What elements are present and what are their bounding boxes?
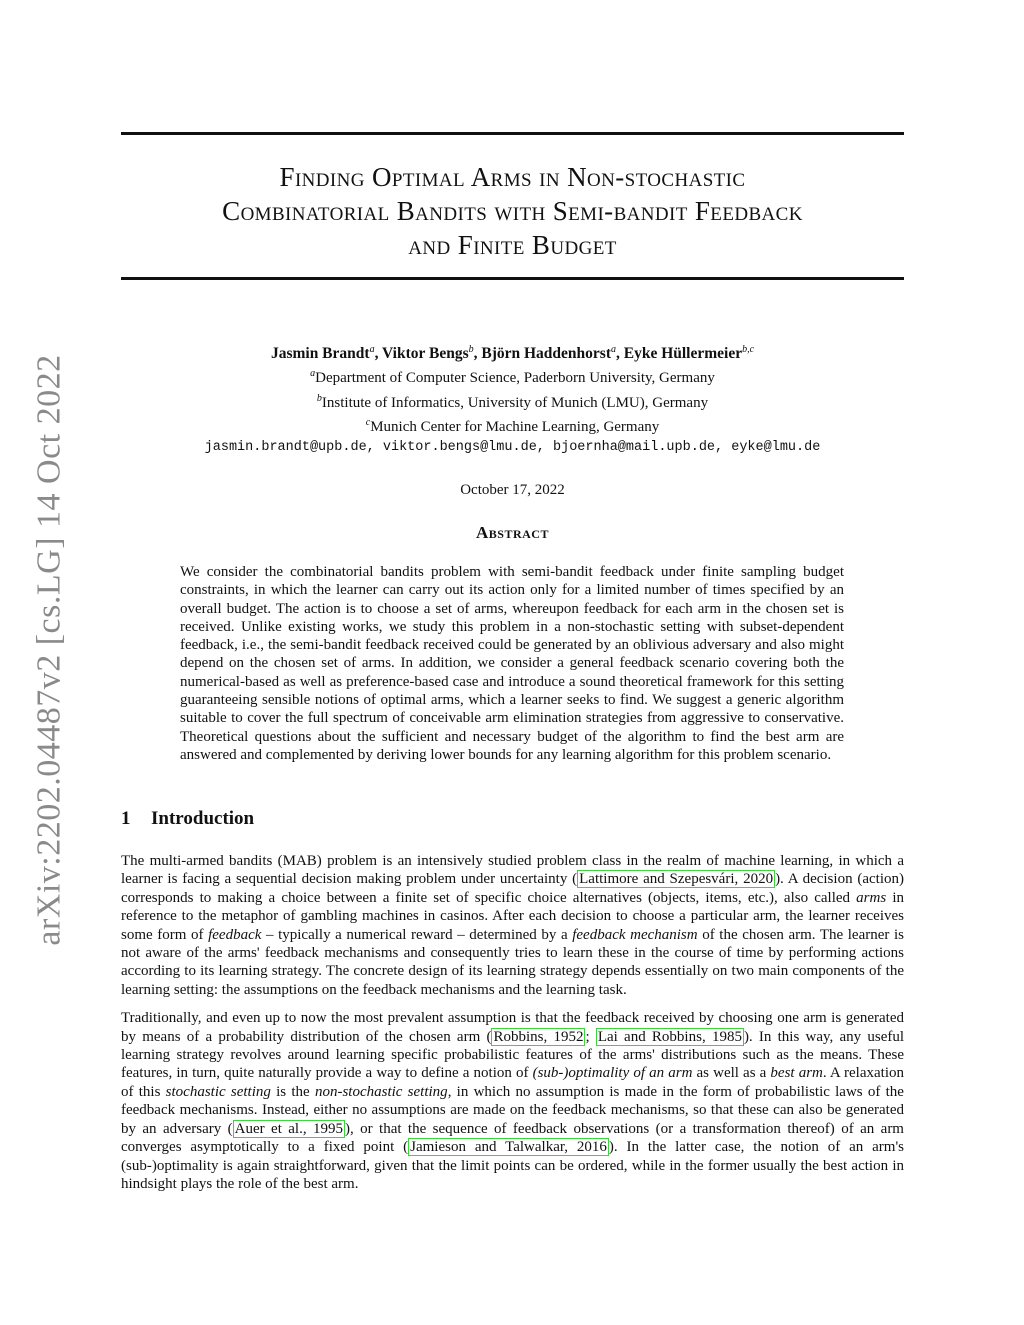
text-run: , [302,1120,313,1137]
section-number: 1 [121,808,131,829]
text-run: . A relaxation of this [121,1065,904,1100]
citation-year: 1985 [711,1028,742,1045]
author-emails: jasmin.brandt@upb.de, viktor.bengs@lmu.de, bjoernha@mail.upb.de, eyke@lmu.de [204,439,821,455]
citation-link[interactable] [233,1120,345,1138]
affiliation-text: Munich Center for Machine Learning, Germany [370,419,660,436]
section-title: Introduction [151,808,255,829]
paragraph [121,852,904,999]
citation-year: 1952 [553,1028,584,1045]
text-run: in reference to the metaphor of gambling machines in casinos. After each decision to choose a particular arm, the learner receives some form of [121,889,904,943]
author-name: Jasmin Brandt [270,345,370,363]
author-block [121,340,904,458]
text-run: ). In the latter case, the notion of an arm's (sub-)optimality is again straightforward, given that the limit points can be ordered, while in the former usually the best action in hindsight plays the role of the best arm. [121,1139,904,1192]
author-affiliation-mark: b,c [742,344,755,355]
affiliation-b [121,389,904,414]
introduction-body [121,852,904,1203]
text-run: of the chosen arm. The learner is not aware of the arms' feedback mechanisms and consequently tries to learn these in the course of time by performing actions according to its learning strategy. The concrete design of its learning strategy depends essentially on two main components of the learning setting: the assumptions on the feedback mechanisms and the learning task. [121,926,904,998]
abstract-heading: Abstract [476,523,549,542]
emphasis: non-stochastic setting [314,1083,448,1100]
title-line-1: Finding Optimal Arms in Non-stochastic [279,162,746,192]
emphasis: feedback [208,926,262,943]
text-run: , [564,1139,577,1156]
author-name: Eyke Hüllermeier [623,345,743,363]
emphasis: (sub-)optimality of an arm [532,1065,693,1082]
citation-year: 1995 [313,1120,343,1137]
arxiv-identifier-text: arXiv:2202.04487v2 [cs.LG] 14 Oct 2022 [31,354,68,946]
citation-text: Robbins [493,1028,544,1045]
affiliation-text: Institute of Informatics, University of Munich (LMU), Germany [321,394,709,411]
affiliation-c [121,413,904,438]
title-top-rule [121,132,904,135]
text-run: , in which no assumption is made in the form of probabilistic laws of the feedback mechanisms. Instead, either no assumptions are made on the feedback mechanisms, so that these can also be generated by an adversary ( [121,1083,904,1137]
citation-text: Auer et al. [234,1120,303,1137]
citation-text: Lai and Robbins [597,1028,702,1045]
author-list: Jasmin Brandt$^a$, Viktor Bengs$^b$, Björn Haddenhorst$^a$, Eyke Hüllermeier$^{b,c}$ [270,344,755,363]
text-run: Traditionally, and even up to now the most prevalent assumption is that the feedback received by choosing one arm is generated by means of a probability distribution of the chosen arm ( [121,1010,904,1045]
title-line-2: Combinatorial Bandits with Semi-bandit Feedback [222,196,803,226]
text-run: ; [585,1028,596,1045]
emphasis: feedback mechanism [572,926,698,943]
text-run: ). A decision (action) corresponds to making a choice between a finite set of specific choice alternatives (objects, items, etc.), also called [121,871,905,906]
author-affiliation-mark: a [369,344,375,355]
title-bottom-rule [121,277,904,280]
citation-text: Jamieson and Talwalkar [410,1139,565,1156]
citation-link[interactable] [596,1028,744,1046]
citation-link[interactable] [491,1028,585,1046]
emphasis: stochastic setting [165,1083,271,1100]
citation-link[interactable] [408,1138,609,1156]
author-name: Viktor Bengs [382,345,469,363]
text-run: , [701,1028,712,1045]
affiliation-a [121,364,904,389]
text-run: ), or that the sequence of feedback observations (or a transformation thereof) of an arm converges asymptotically to a fixed point ( [121,1120,904,1156]
section-heading-introduction [121,808,254,830]
citation-link[interactable] [577,870,775,888]
text-run: is the [270,1083,315,1100]
text-run: – typically a numerical reward – determined by a [261,926,573,943]
affiliation-mark: c [365,417,371,429]
text-run: as well as a [692,1065,771,1082]
paper-date: October 17, 2022 [460,482,565,498]
emphasis: arms [856,889,887,906]
title-line-3: and Finite Budget [408,230,617,260]
author-affiliation-mark: b [468,344,474,355]
affiliation-mark: b [316,392,322,404]
affiliation-mark: a [310,368,316,380]
paper-title [121,160,904,262]
text-run: , [734,871,744,888]
arxiv-identifier-stamp [30,355,70,945]
affiliation-text: Department of Computer Science, Paderborn University, Germany [315,370,715,387]
citation-year: 2020 [743,871,774,888]
citation-year: 2016 [576,1139,607,1156]
abstract-text: We consider the combinatorial bandits problem with semi-bandit feedback under finite sampling budget constraints, in which the learner can carry out its action only for a limited number of times specified by an overall budget. The action is to choose a set of arms, whereupon feedback for each arm in the chosen set is received. Unlike existing works, we study this problem in a non-stochastic setting with subset-dependent feedback, i.e., the semi-bandit feedback received could be generated by an oblivious adversary and also might depend on the chosen set of arms. In addition, we consider a general feedback scenario covering both the numerical-based as well as preference-based case and introduce a sound theoretical framework for this setting guaranteeing sensible notions of optimal arms, which a learner seeks to find. We suggest a generic algorithm suitable to cover the full spectrum of conceivable arm elimination strategies from aggressive to conservative. Theoretical questions about the sufficient and necessary budget of the algorithm to find the best arm are answered and complemented by deriving lower bounds for any learning algorithm for this problem scenario. [180,564,844,763]
citation-text: Lattimore and Szepesvári [579,871,735,888]
emphasis: best arm [770,1065,823,1082]
author-name: Björn Haddenhorst [481,345,611,363]
paragraph [121,1009,904,1193]
text-run: , [543,1028,554,1045]
text-run: ). In this way, any useful learning strategy revolves around learning specific probabilistic features of the arms' distributions such as the means. These features, in turn, quite naturally provide a way to define a notion of [121,1028,905,1082]
author-affiliation-mark: a [610,344,616,355]
text-run: The multi-armed bandits (MAB) problem is an intensively studied problem class in the realm of machine learning, in which a learner is facing a sequential decision making problem under uncertainty ( [121,853,904,888]
